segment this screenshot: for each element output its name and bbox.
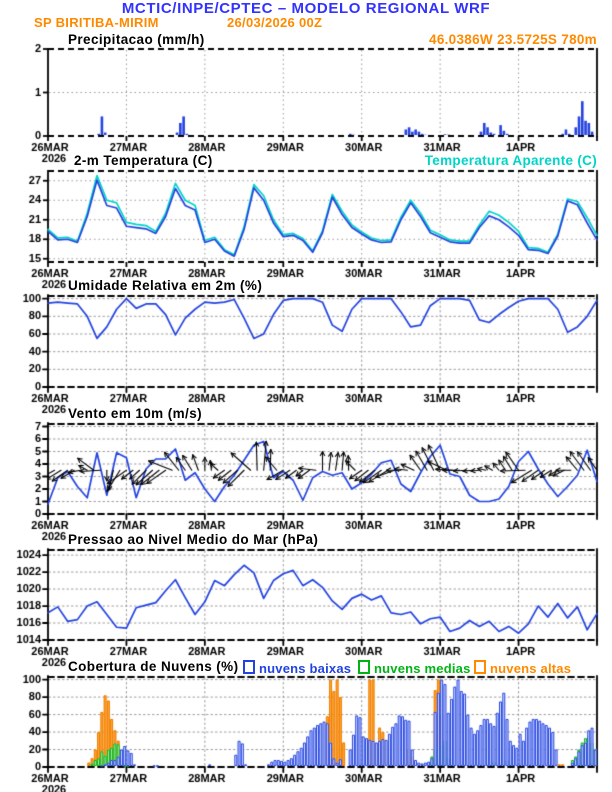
high-clouds-label: nuvens altas — [490, 661, 572, 676]
mid-clouds-swatch-icon — [358, 660, 370, 674]
low-clouds-label: nuvens baixas — [259, 661, 352, 676]
run-datetime: 26/03/2026 00Z — [227, 15, 323, 30]
wind-panel-title: Vento em 10m (m/s) — [68, 406, 202, 421]
station-coordinates: 46.0386W 23.5725S 780m — [429, 32, 597, 47]
page-title: MCTIC/INPE/CPTEC – MODELO REGIONAL WRF — [121, 0, 491, 17]
precipitation-panel-title: Precipitacao (mm/h) — [68, 32, 205, 47]
humidity-panel-title: Umidade Relativa em 2m (%) — [68, 278, 263, 293]
station-name: SP BIRITIBA-MIRIM — [34, 15, 159, 30]
low-clouds-swatch-icon — [243, 660, 255, 674]
apparent-temperature-legend: Temperatura Aparente (C) — [424, 153, 597, 168]
legend-item-high-clouds — [474, 660, 571, 676]
legend-item-mid-clouds — [358, 660, 471, 676]
legend-item-low-clouds — [243, 660, 351, 676]
mid-clouds-label: nuvens medias — [374, 661, 471, 676]
high-clouds-swatch-icon — [474, 660, 486, 674]
pressure-panel-title: Pressao ao Nivel Medio do Mar (hPa) — [68, 532, 319, 547]
temperature-panel-title: 2-m Temperatura (C) — [74, 153, 213, 168]
cloud-panel-title: Cobertura de Nuvens (%) — [68, 659, 239, 674]
